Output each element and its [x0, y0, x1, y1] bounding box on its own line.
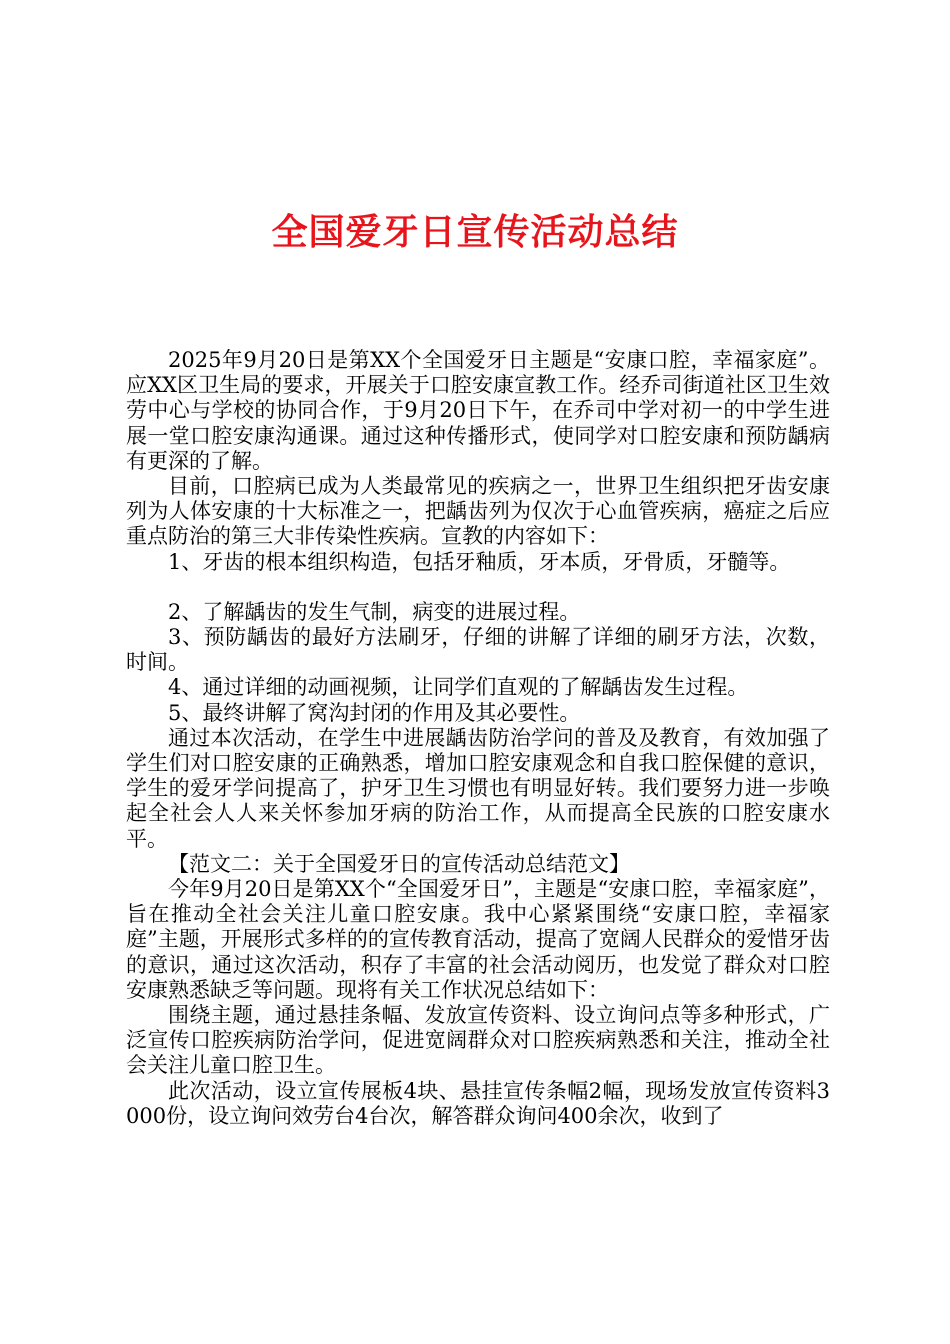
list-item-2: 2、了解龋齿的发生气制，病变的进展过程。	[168, 599, 581, 624]
section-heading-sample-two: 【范文二：关于全国爱牙日的宣传活动总结范文】	[168, 851, 630, 876]
document-title: 全国爱牙日宣传活动总结	[271, 212, 679, 253]
list-item-4: 4、通过详细的动画视频，让同学们直观的了解龋齿发生过程。	[168, 675, 749, 700]
paragraph-background: 目前，口腔病已成为人类最常见的疾病之一，世界卫生组织把牙齿安康列为人体安康的十大标准之一，把龋齿列为仅次于心血管疾病，癌症之后应重点防治的第三大非传染性疾病。宣教的内容如下：	[126, 474, 830, 549]
paragraph-sample-two-theme: 围绕主题，通过悬挂条幅、发放宣传资料、设立询问点等多种形式，广泛宣传口腔疾病防治学问，促进宽阔群众对口腔疾病熟悉和关注，推动全社会关注儿童口腔卫生。	[126, 1003, 830, 1078]
paragraph-intro: 2025年9月20日是第XX个全国爱牙日主题是“安康口腔，幸福家庭”。应XX区卫生局的要求，开展关于口腔安康宣教工作。经乔司街道社区卫生效劳中心与学校的协同合作，于9月20日下午，在乔司中学对初一的中学生进展一堂口腔安康沟通课。通过这种传播形式，使同学对口腔安康和预防龋病有更深的了解。	[126, 348, 830, 473]
paragraph-sample-two-activities: 此次活动，设立宣传展板4块、悬挂宣传条幅2幅，现场发放宣传资料3000份，设立询问效劳台4台次，解答群众询问400余次，收到了	[126, 1078, 830, 1128]
list-item-5: 5、最终讲解了窝沟封闭的作用及其必要性。	[168, 700, 581, 725]
paragraph-sample-two-intro: 今年9月20日是第XX个“全国爱牙日”，主题是“安康口腔，幸福家庭”，旨在推动全社会关注儿童口腔安康。我中心紧紧围绕“安康口腔，幸福家庭”主题，开展形式多样的的宣传教育活动，提高了宽阔人民群众的爱惜牙齿的意识，通过这次活动，积存了丰富的社会活动阅历，也发觉了群众对口腔安康熟悉缺乏等问题。现将有关工作状况总结如下：	[126, 877, 830, 1002]
document-body	[126, 348, 830, 1129]
list-item-3: 3、预防龋齿的最好方法刷牙，仔细的讲解了详细的刷牙方法，次数，时间。	[126, 625, 830, 675]
paragraph-conclusion: 通过本次活动，在学生中进展龋齿防治学问的普及及教育，有效加强了学生们对口腔安康的正确熟悉，增加口腔安康观念和自我口腔保健的意识，学生的爱牙学问提高了，护牙卫生习惯也有明显好转。我们要努力进一步唤起全社会人人来关怀参加牙病的防治工作，从而提高全民族的口腔安康水平。	[126, 725, 830, 851]
list-item-1: 1、牙齿的根本组织构造，包括牙釉质，牙本质，牙骨质，牙髓等。	[168, 549, 791, 574]
